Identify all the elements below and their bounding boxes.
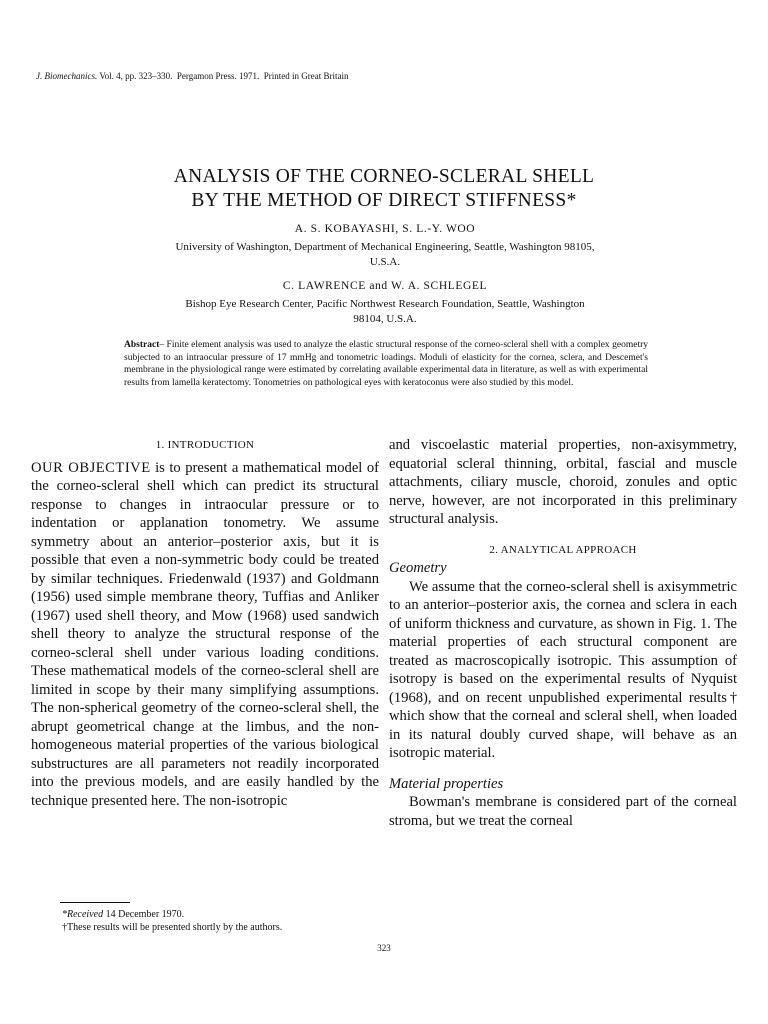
authors-group-2: C. LAWRENCE and W. A. SCHLEGEL [282,280,488,292]
volume-pages: Vol. 4, pp. 323–330. [99,71,173,81]
section-heading-introduction: 1. INTRODUCTION [155,439,255,451]
printed-in: Printed in Great Britain [263,71,349,81]
abstract-label: Abstract [124,340,160,350]
received-label: *Received [62,909,104,920]
section-heading-analytical: 2. ANALYTICAL APPROACH [489,543,637,556]
subheading-geometry: Geometry [389,560,447,576]
received-date: 14 December 1970. [103,909,185,920]
publisher: Pergamon Press. 1971. [176,71,260,81]
left-column [31,436,379,810]
journal-name: J. Biomechanics. [36,71,98,81]
right-column [389,436,737,830]
abstract-text: – Finite element analysis was used to analyze the elastic structural response of the corneo-scleral shell with a complex geometry subjected to an intraocular pressure of 17 mmHg and tonometric loadings. Moduli of elasticity for the cornea, sclera, and Descemet's membrane in the physiological range were estimated by correlating available experimental data in literature, as well as with experimental results from lamella keratectomy. Tonometries on pathological eyes with keratoconus were also studied by this model. [124,340,648,388]
affiliation-2-line-1: Bishop Eye Research Center, Pacific Northwest Research Foundation, Seattle, Washington [185,298,585,310]
journal-citation [36,71,736,81]
introduction-text: is to present a mathematical model of the corneo-scleral shell which can predict its structural response to changes in intraocular pressure or to indentation or applanation tonometry. We assume symmetry about an anterior–posterior axis, but it is possible that even a non-symmetric body could be treated by similar techniques. Friedenwald (1937) and Goldmann (1956) used simple membrane theory, Tuffias and Anliker (1967) used shell theory, and Mow (1968) used sandwich shell theory to analyze the structural response of the corneo-scleral shell under various loading conditions. These mathematical models of the corneo-scleral shell are limited in scope by their many simplifying assumptions. The non-spherical geometry of the corneo-scleral shell, the abrupt geometrical change at the limbus, and the non-homogeneous material properties of the various biological substructures are all parameters not readily incorporated into the previous models, and are easily handled by the technique presented here. The non-isotropic [31,459,380,809]
footnote-divider [60,902,130,903]
geometry-paragraph: We assume that the corneo-scleral shell is axisymmetric to an anterior–posterior axis, the cornea and sclera in each of uniform thickness and curvature, as shown in Fig. 1. The material properties of each structural component are treated as macroscopically isotropic. This assumption of isotropy is based on the experimental results of Nyquist (1968), and on recent unpublished experimental results† which show that the corneal and scleral shell, when loaded in its natural doubly curved shape, will behave as an isotropic material. [389,578,737,761]
affiliation-1-line-1: University of Washington, Department of Mechanical Engineering, Seattle, Washington 98105, [175,241,595,253]
subheading-material-properties: Material properties [389,775,504,792]
page-number: 323 [377,943,391,953]
abstract [124,339,648,389]
introduction-continued: and viscoelastic material properties, non-axisymmetry, equatorial scleral thinning, orbital, fascial and muscle attachments, ciliary muscle, choroid, zonules and optic nerve, however, are not incorporated in this preliminary structural analysis. [389,437,737,527]
material-paragraph: Bowman's membrane is considered part of the corneal stroma, but we treat the corneal [389,794,737,829]
title-line-1: ANALYSIS OF THE CORNEO-SCLERAL SHELL [173,166,595,187]
authors-group-1: A. S. KOBAYASHI, S. L.-Y. WOO [294,223,476,235]
footnote-received [62,909,184,920]
introduction-lead: OUR OBJECTIVE [31,459,151,476]
footnote-results: †These results will be presented shortly by the authors. [62,922,283,933]
title-line-2: BY THE METHOD OF DIRECT STIFFNESS* [191,190,577,211]
affiliation-2-line-2: 98104, U.S.A. [353,313,417,325]
introduction-paragraph [31,459,379,811]
affiliation-1-line-2: U.S.A. [369,256,401,268]
